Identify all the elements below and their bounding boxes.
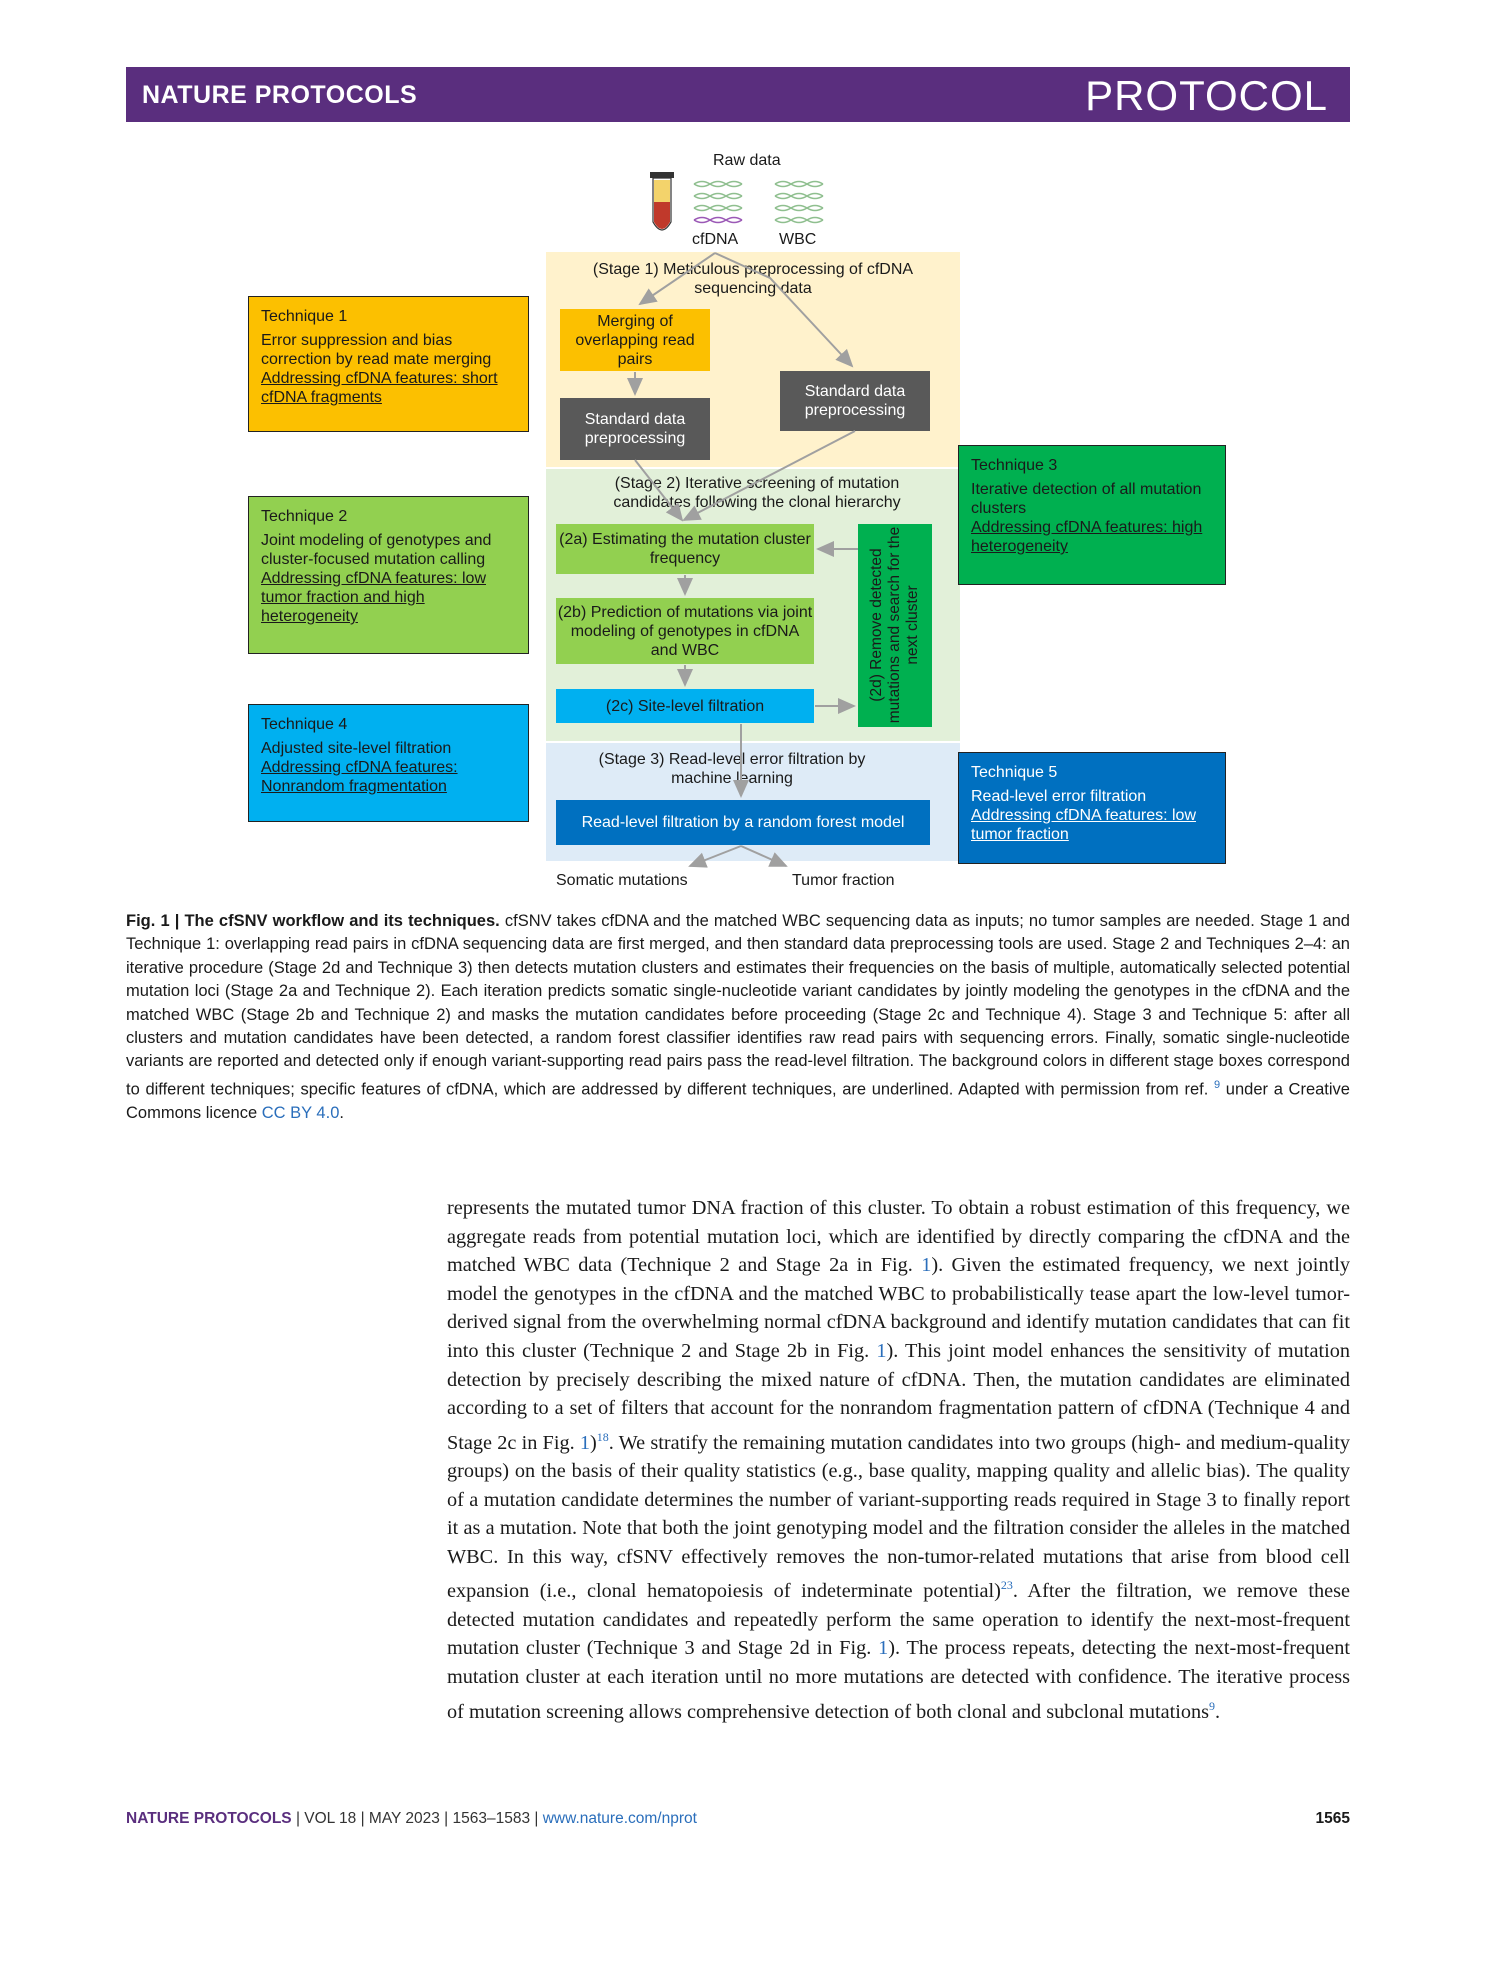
body-text-segment: ). This joint model enhances the sensitivity of mutation detection by precisely describing the mixed nature of cfDNA. Then, the mutation candidates are eliminated according to a set of filters that account for the nonrandom fragmentation pattern of cfDNA (Technique 4 and Stage 2c in Fig.	[447, 1339, 1350, 1454]
caption-end: .	[339, 1103, 344, 1122]
technique-3-feature: Addressing cfDNA features: high heterogeneity	[971, 519, 1203, 555]
technique-5-feature: Addressing cfDNA features: low tumor fraction	[971, 807, 1196, 843]
technique-4-title: Technique 4	[261, 716, 348, 733]
tube-icon	[650, 172, 674, 238]
licence-link[interactable]: CC BY 4.0	[261, 1103, 340, 1122]
technique-3-desc: Iterative detection of all mutation clusters	[971, 481, 1202, 517]
body-paragraph	[447, 1194, 1350, 1726]
somatic-mutations-label: Somatic mutations	[556, 872, 688, 889]
page-number: 1565	[1315, 1810, 1350, 1827]
technique-1-desc: Error suppression and bias correction by read mate merging	[261, 332, 492, 368]
stage3-title: (Stage 3) Read-level error filtration by machine learning	[598, 751, 866, 787]
technique-2-desc: Joint modeling of genotypes and cluster-focused mutation calling	[261, 532, 492, 568]
body-text-segment: ). Given the estimated frequency, we next jointly model the genotypes in the cfDNA and the matched WBC to probabilistically tease apart the low-level tumor-derived signal from the overwhelming normal cfDNA background and identify mutation candidates that can fit into this cluster (Technique 2 and Stage 2b in Fig.	[447, 1254, 1350, 1362]
body-text-segment: . We stratify the remaining mutation candidates into two groups (high- and medium-quality groups) on the basis of their quality statistics (e.g., base quality, mapping quality and allelic bias). The quality of a mutation candidate determines the number of variant-supporting reads required in Stage 3 to finally report it as a mutation. Note that both the joint genotyping model and the filtration consider the alleles in the matched WBC. In this way, cfSNV effectively removes the non-tumor-related mutations that arise from blood cell expansion (i.e., clonal hematopoiesis of indeterminate potential)	[447, 1431, 1350, 1603]
figure-ref-link[interactable]: 1	[876, 1339, 887, 1362]
technique-2-box	[248, 496, 529, 654]
technique-5-title: Technique 5	[971, 764, 1058, 781]
technique-1-box	[248, 296, 529, 432]
technique-4-desc: Adjusted site-level filtration	[261, 740, 452, 757]
caption-ref[interactable]: 9	[1214, 1078, 1221, 1091]
figure-ref-link[interactable]: 1	[878, 1637, 889, 1660]
technique-3-box	[958, 445, 1226, 585]
tumor-fraction-label: Tumor fraction	[792, 872, 895, 889]
technique-5-desc: Read-level error filtration	[971, 788, 1147, 805]
article-type: PROTOCOL	[1085, 72, 1328, 119]
stage-2c-box: (2c) Site-level filtration	[556, 689, 814, 723]
technique-4-box	[248, 704, 529, 822]
figure-1	[0, 0, 1489, 900]
footer-url[interactable]: www.nature.com/nprot	[542, 1810, 697, 1827]
cfdna-label: cfDNA	[692, 231, 739, 248]
stage-2d-box	[858, 524, 932, 727]
caption-label: Fig. 1 | The cfSNV workflow and its techniques.	[126, 912, 500, 930]
stage-2b-box: (2b) Prediction of mutations via joint modeling of genotypes in cfDNA and WBC	[556, 598, 814, 664]
figure-ref-link[interactable]: 1	[921, 1254, 932, 1277]
caption-text: cfSNV takes cfDNA and the matched WBC sequencing data as inputs; no tumor samples are needed. Stage 1 and Technique 1: overlapping read pairs in cfDNA sequencing data are first merged, and then standard data preprocessing tools are used. Stage 2 and Techniques 2–4: an iterative procedure (Stage 2d and Technique 3) then detects mutation clusters and estimates their frequencies on the basis of multiple, automatically selected potential mutation loci (Stage 2a and Technique 2). Each iteration predicts somatic single-nucleotide variant candidates by jointly modeling the genotypes in the cfDNA and the matched WBC (Stage 2b and Technique 2) and masks the mutation candidates before proceeding (Stage 2c and Technique 4). Stage 3 and Technique 5: after all clusters and mutation candidates have been detected, a random forest classifier identifies raw read pairs with sequencing errors. Finally, somatic single-nucleotide variants are reported and detected only if enough variant-supporting read pairs pass the read-level filtration. The background colors in different stage boxes correspond to different techniques; specific features of cfDNA, which are addressed by different techniques, are underlined. Adapted with permission from ref.	[126, 912, 1350, 1099]
std-preprocessing-right: Standard data preprocessing	[780, 371, 930, 431]
citation-link[interactable]: 18	[596, 1429, 609, 1444]
body-text-segment: .	[1215, 1700, 1221, 1723]
std-preprocessing-left: Standard data preprocessing	[560, 398, 710, 460]
technique-4-feature: Addressing cfDNA features: Nonrandom fragmentation	[261, 759, 458, 795]
citation-link[interactable]: 9	[1209, 1698, 1216, 1713]
caption-text-2: under a Creative Commons licence	[126, 1080, 1350, 1122]
body-text-segment: represents the mutated tumor DNA fraction of this cluster. To obtain a robust estimation of this frequency, we aggregate reads from potential mutation loci, which are identified by directly comparing the cfDNA and the matched WBC data (Technique 2 and Stage 2a in Fig.	[447, 1197, 1350, 1277]
stage-2d-label: (2d) Remove detected mutations and search for the next cluster	[868, 526, 921, 724]
wbc-reads-icon	[773, 180, 829, 230]
stage-2a-box: (2a) Estimating the mutation cluster frequency	[556, 524, 814, 574]
journal-name: NATURE PROTOCOLS	[142, 81, 418, 109]
body-text-segment: ). The process repeats, detecting the next-most-frequent mutation cluster at each iteration until no more mutations are detected with confidence. The iterative process of mutation screening allows comprehensive detection of both clonal and subclonal mutations	[447, 1637, 1351, 1723]
footer-journal: NATURE PROTOCOLS	[126, 1810, 292, 1827]
citation-link[interactable]: 23	[1000, 1578, 1013, 1593]
stage1-title: (Stage 1) Meticulous preprocessing of cfDNA sequencing data	[592, 261, 914, 297]
cfdna-reads-icon	[692, 180, 748, 230]
technique-1-feature: Addressing cfDNA features: short cfDNA fragments	[261, 370, 498, 406]
technique-2-feature: Addressing cfDNA features: low tumor fraction and high heterogeneity	[261, 570, 486, 625]
technique-2-title: Technique 2	[261, 508, 348, 525]
figure-caption	[126, 910, 1350, 1125]
random-forest-box: Read-level filtration by a random forest model	[556, 800, 930, 845]
body-text-segment: . After the filtration, we remove these detected mutation candidates and repeatedly perform the same operation to identify the next-most-frequent mutation cluster (Technique 3 and Stage 2d in Fig.	[447, 1580, 1350, 1660]
technique-5-box	[958, 752, 1226, 864]
footer-issue: | VOL 18 | MAY 2023 | 1563–1583 |	[291, 1810, 543, 1827]
raw-data-label: Raw data	[713, 152, 781, 169]
figure-ref-link[interactable]: 1	[579, 1431, 590, 1454]
body-text-segment: )	[590, 1431, 597, 1454]
stage2-title: (Stage 2) Iterative screening of mutation candidates following the clonal hierarchy	[613, 475, 901, 511]
wbc-label: WBC	[779, 231, 817, 248]
technique-3-title: Technique 3	[971, 457, 1058, 474]
technique-1-title: Technique 1	[261, 308, 348, 325]
page-footer	[126, 1810, 1350, 1828]
merging-box: Merging of overlapping read pairs	[560, 309, 710, 371]
